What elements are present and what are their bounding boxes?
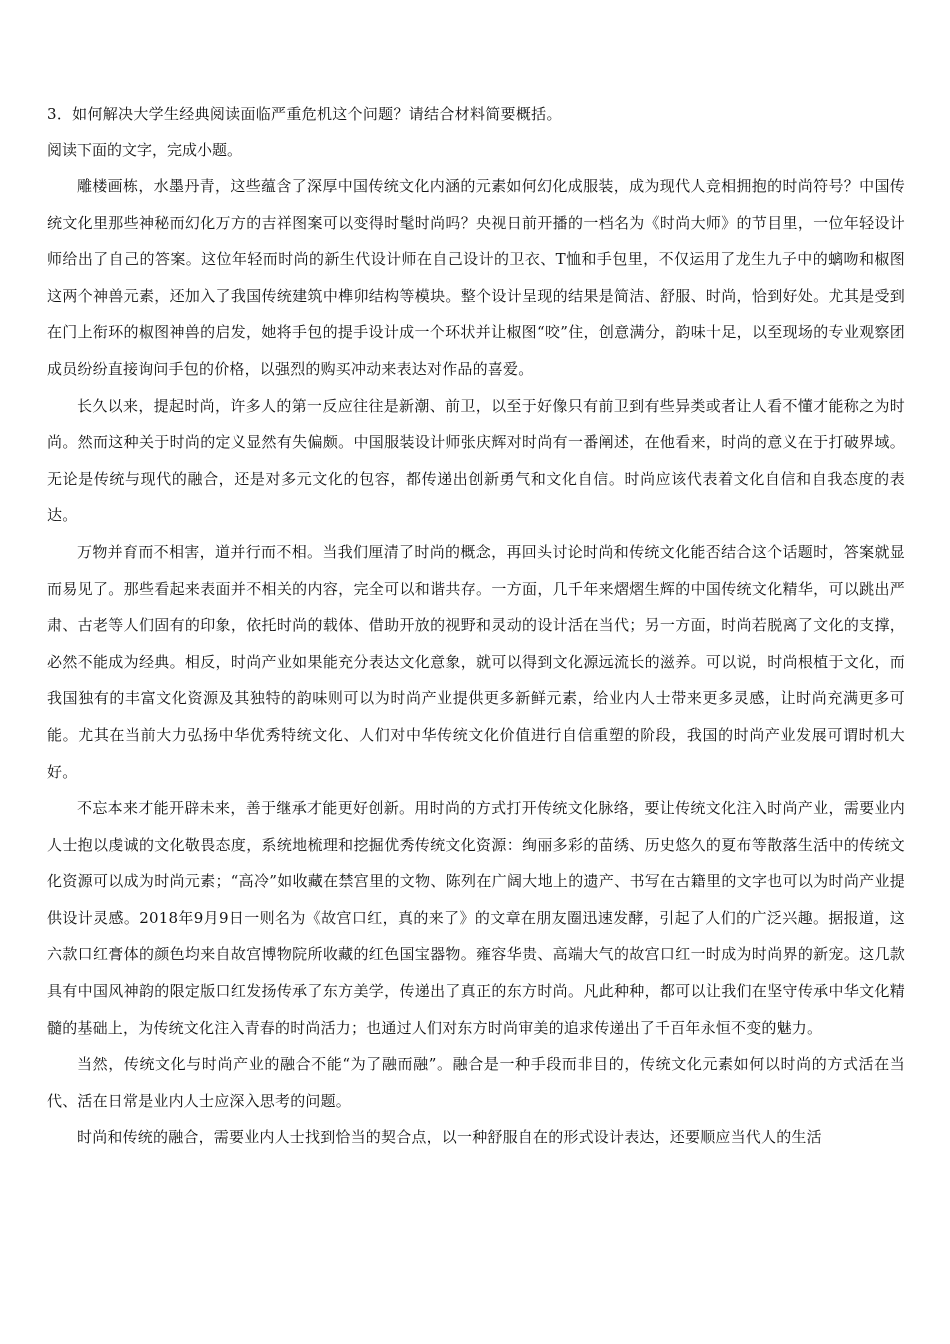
document-page — [47, 96, 905, 1156]
article-body — [47, 168, 905, 1156]
paragraph-3: 万物并育而不相害，道并行而不相。当我们厘清了时尚的概念，再回头讨论时尚和传统文化能否结合这个话题时，答案就显而易见了。那些看起来表面并不相关的内容，完全可以和谐共存。一方面，几千年来熠熠生辉的中国传统文化精华，可以跳出严肃、古老等人们固有的印象，依托时尚的载体、借助开放的视野和灵动的设计活在当代；另一方面，时尚若脱离了文化的支撑，必然不能成为经典。相反，时尚产业如果能充分表达文化意象，就可以得到文化源远流长的滋养。可以说，时尚根植于文化，而我国独有的丰富文化资源及其独特的韵味则可以为时尚产业提供更多新鲜元素，给业内人士带来更多灵感，让时尚充满更多可能。尤其在当前大力弘扬中华优秀特统文化、人们对中华传统文化价值进行自信重塑的阶段，我国的时尚产业发展可谓时机大好。 — [47, 542, 905, 781]
paragraph-2: 长久以来，提起时尚，许多人的第一反应往往是新潮、前卫，以至于好像只有前卫到有些异类或者让人看不懂才能称之为时尚。然而这种关于时尚的定义显然有失偏颇。中国服装设计师张庆辉对时尚有一番阐述，在他看来，时尚的意义在于打破界域。无论是传统与现代的融合，还是对多元文化的包容，都传递出创新勇气和文化自信。时尚应该代表着文化自信和自我态度的表达。 — [47, 396, 905, 525]
question-3: 3．如何解决大学生经典阅读面临严重危机这个问题？请结合材料简要概括。 — [47, 105, 562, 123]
paragraph-4: 不忘本来才能开辟未来，善于继承才能更好创新。用时尚的方式打开传统文化脉络，要让传统文化注入时尚产业，需要业内人士抱以虔诚的文化敬畏态度，系统地梳理和挖掘优秀传统文化资源：绚丽多彩的苗绣、历史悠久的夏布等散落生活中的传统文化资源可以成为时尚元素；“高冷”如收藏在禁宫里的文物、陈列在广阔大地上的遗产、书写在古籍里的文字也可以为时尚产业提供设计灵感。2018年9月9日一则名为《故宫口红，真的来了》的文章在朋友圈迅速发酵，引起了人们的广泛兴趣。据报道，这六款口红膏体的颜色均来自故宫博物院所收藏的红色国宝器物。雍容华贵、高端大气的故宫口红一时成为时尚界的新宠。这几款具有中国风神韵的限定版口红发扬传承了东方美学，传递出了真正的东方时尚。凡此种种，都可以让我们在坚守传承中华文化精髓的基础上，为传统文化注入青春的时尚活力；也通过人们对东方时尚审美的追求传递出了千百年永恒不变的魅力。 — [47, 799, 905, 1037]
paragraph-1: 雕楼画栋，水墨丹青，这些蕴含了深厚中国传统文化内涵的元素如何幻化成服装，成为现代人竞相拥抱的时尚符号？中国传统文化里那些神秘而幻化万方的吉祥图案可以变得时髦时尚吗？央视日前开播的一档名为《时尚大师》的节目里，一位年轻设计师给出了自己的答案。这位年轻而时尚的新生代设计师在自己设计的卫衣、T恤和手包里，不仅运用了龙生九子中的螭吻和椒图这两个神兽元素，还加入了我国传统建筑中榫卯结构等模块。整个设计呈现的结果是简洁、舒服、时尚，恰到好处。尤其是受到在门上衔环的椒图神兽的启发，她将手包的提手设计成一个环状并让椒图“咬”住，创意满分，韵味十足，以至现场的专业观察团成员纷纷直接询问手包的价格，以强烈的购买冲动来表达对作品的喜爱。 — [47, 177, 905, 378]
paragraph-5: 当然，传统文化与时尚产业的融合不能“为了融而融”。融合是一种手段而非目的，传统文化元素如何以时尚的方式活在当代、活在日常是业内人士应深入思考的问题。 — [47, 1055, 905, 1110]
reading-instruction: 阅读下面的文字，完成小题。 — [47, 141, 243, 159]
paragraph-6: 时尚和传统的融合，需要业内人士找到恰当的契合点，以一种舒服自在的形式设计表达，还要顺应当代人的生活 — [77, 1128, 822, 1147]
